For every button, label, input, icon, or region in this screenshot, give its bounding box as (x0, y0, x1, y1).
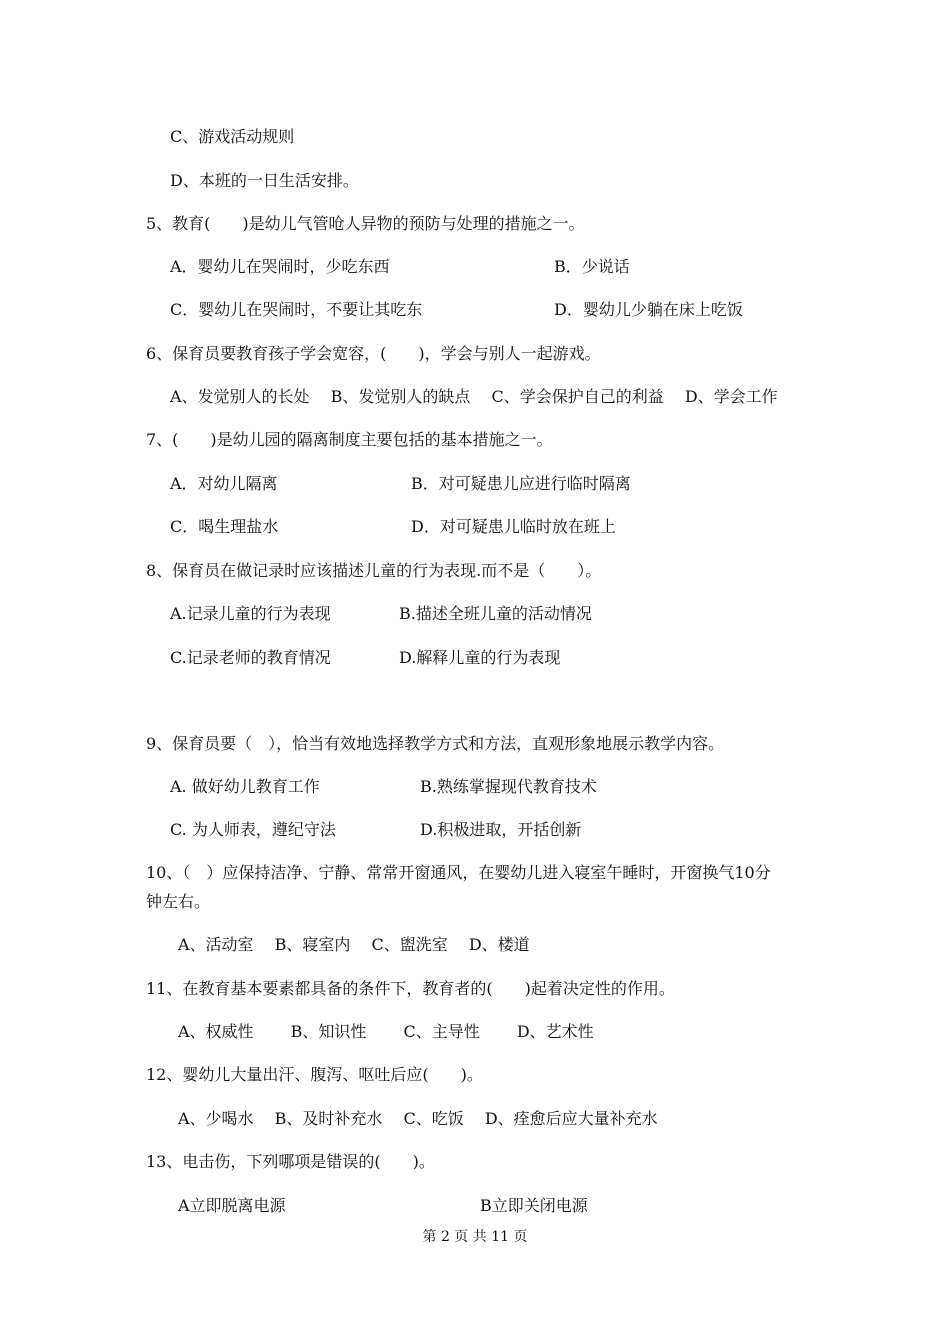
question-13-option-a: A立即脱离电源 (178, 1196, 286, 1215)
question-9-option-d: D.积极进取，开括创新 (420, 820, 582, 839)
question-10-line-1: 10、（ ）应保持洁净、宁静、常常开窗通风，在婴幼儿进入寝室午睡时，开窗换气10分 (146, 863, 771, 882)
page-number-footer: 第 2 页 共 11 页 (422, 1229, 528, 1245)
question-13-option-b: B立即关闭电源 (480, 1196, 588, 1215)
question-12-options: A、少喝水 B、及时补充水 C、吃饭 D、痊愈后应大量补充水 (178, 1109, 658, 1128)
question-5: 5、教育( )是幼儿气管呛人异物的预防与处理的措施之一。 (146, 214, 585, 233)
question-12: 12、婴幼儿大量出汗、腹泻、呕吐后应( )。 (146, 1065, 483, 1084)
question-7-option-a: A．对幼儿隔离 (170, 474, 278, 493)
question-9-option-a: A. 做好幼儿教育工作 (170, 777, 320, 796)
question-7-option-b: B．对可疑患儿应进行临时隔离 (411, 474, 631, 493)
question-7-option-c: C．喝生理盐水 (170, 517, 279, 536)
question-9-option-b: B.熟练掌握现代教育技术 (420, 777, 597, 796)
question-9-option-c: C. 为人师表，遵纪守法 (170, 820, 336, 839)
question-6: 6、保育员要教育孩子学会宽容，( )，学会与别人一起游戏。 (146, 344, 601, 363)
question-8: 8、保育员在做记录时应该描述儿童的行为表现.而不是（ ）。 (146, 561, 602, 580)
option-d-daily-schedule: D、本班的一日生活安排。 (170, 171, 359, 190)
question-10-line-2: 钟左右。 (146, 892, 211, 911)
question-8-option-a: A.记录儿童的行为表现 (170, 604, 331, 623)
question-8-option-c: C.记录老师的教育情况 (170, 648, 331, 667)
question-11-options: A、权威性 B、知识性 C、主导性 D、艺术性 (178, 1022, 594, 1041)
question-8-option-d: D.解释儿童的行为表现 (399, 648, 561, 667)
question-6-options: A、发觉别人的长处 B、发觉别人的缺点 C、学会保护自己的利益 D、学会工作 (170, 387, 778, 406)
question-10-options: A、活动室 B、寝室内 C、盥洗室 D、楼道 (178, 935, 530, 954)
question-11: 11、在教育基本要素都具备的条件下，教育者的( )起着决定性的作用。 (146, 979, 675, 998)
question-7: 7、( )是幼儿园的隔离制度主要包括的基本措施之一。 (146, 430, 553, 449)
question-7-option-d: D．对可疑患儿临时放在班上 (411, 517, 616, 536)
question-5-option-a: A．婴幼儿在哭闹时，少吃东西 (170, 257, 390, 276)
option-c-game-rules: C、游戏活动规则 (170, 127, 295, 146)
question-5-option-b: B．少说话 (554, 257, 630, 276)
question-8-option-b: B.描述全班儿童的活动情况 (399, 604, 592, 623)
question-5-option-d: D．婴幼儿少躺在床上吃饭 (554, 300, 743, 319)
question-13: 13、电击伤，下列哪项是错误的( )。 (146, 1152, 435, 1171)
question-5-option-c: C．婴幼儿在哭闹时，不要让其吃东 (170, 300, 423, 319)
question-9: 9、保育员要（ ），恰当有效地选择教学方式和方法，直观形象地展示教学内容。 (146, 734, 725, 753)
